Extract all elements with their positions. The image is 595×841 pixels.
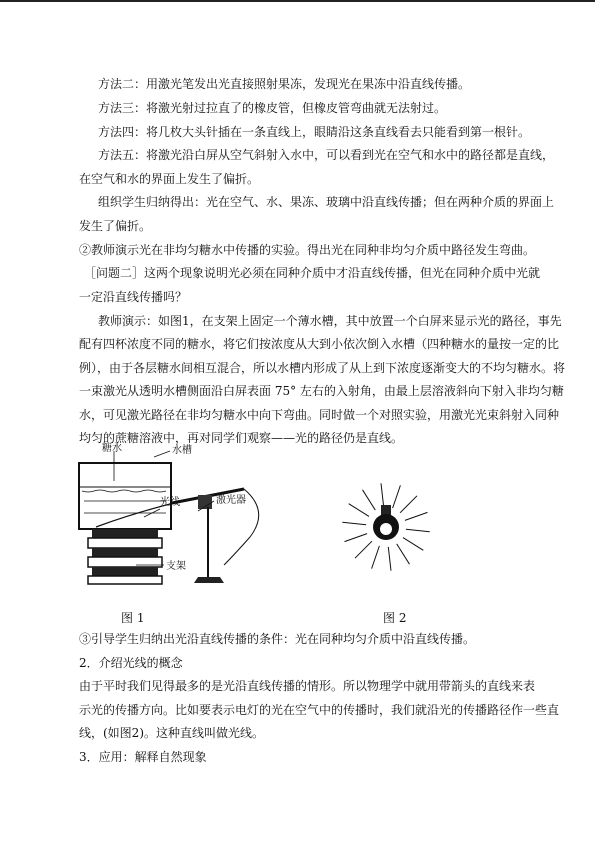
paragraph-line: 均匀的蔗糖溶液中，再对同学们观察——光的路径仍是直线。 bbox=[79, 431, 404, 445]
paragraph-line: 方法三：将激光射过拉直了的橡皮管，但橡皮管弯曲就无法射过。 bbox=[98, 101, 447, 115]
light-ray bbox=[349, 504, 369, 517]
figure-1-caption: 图 1 bbox=[121, 611, 145, 625]
figure-2-caption: 图 2 bbox=[383, 611, 407, 625]
light-ray bbox=[400, 496, 417, 513]
support-block bbox=[88, 557, 162, 567]
paragraph-line: 例），由于各层糖水间相互混合，所以水槽内形成了从上到下浓度逐渐变大的不均匀糖水。将 bbox=[79, 361, 566, 375]
paragraph-line: ②教师演示光在非均匀糖水中传播的实验。得出光在同种非均匀介质中路径发生弯曲。 bbox=[79, 243, 536, 257]
label-support: 支架 bbox=[166, 561, 186, 572]
paragraph-line: 一定沿直线传播吗？ bbox=[79, 290, 188, 304]
leader-line bbox=[154, 451, 170, 457]
light-ray bbox=[397, 544, 410, 564]
light-ray bbox=[403, 538, 423, 551]
paragraph-line: 由于平时我们见得最多的是光沿直线传播的情形。所以物理学中就用带箭头的直线来表 bbox=[79, 679, 536, 693]
light-ray bbox=[372, 546, 380, 569]
label-water-tank: 水槽 bbox=[172, 445, 192, 456]
water-ripple bbox=[82, 490, 166, 492]
paragraph-line: 3．应用：解释自然现象 bbox=[79, 750, 207, 764]
label-sugar-water: 糖水 bbox=[102, 443, 122, 454]
tank-outline bbox=[79, 463, 171, 529]
paragraph-line: ③引导学生归纳出光沿直线传播的条件：光在同种均匀介质中沿直线传播。 bbox=[79, 632, 476, 646]
light-ray bbox=[363, 490, 376, 510]
support-block bbox=[92, 548, 158, 557]
light-ray bbox=[355, 541, 372, 558]
paragraph-line: 2．介绍光线的概念 bbox=[79, 656, 183, 670]
paragraph-line: 配有四杯浓度不同的糖水，将它们按浓度从大到小依次倒入水槽（四种糖水的量按一定的比 bbox=[79, 337, 560, 351]
paragraph-line: 水，可见激光路径在非均匀糖水中向下弯曲。同时做一个对照实验，用激光光束斜射入同种 bbox=[79, 408, 560, 422]
light-ray bbox=[393, 485, 401, 508]
support-block bbox=[92, 529, 158, 538]
light-ray bbox=[388, 547, 391, 571]
label-laser: 激光器 bbox=[216, 495, 246, 506]
paragraph-line: 在空气和水的界面上发生了偏折。 bbox=[79, 172, 260, 186]
bulb-base bbox=[381, 505, 391, 515]
figure-1-tank-apparatus bbox=[74, 441, 270, 597]
light-ray bbox=[345, 534, 368, 542]
light-ray bbox=[381, 483, 384, 507]
label-light-line: 光线 bbox=[160, 497, 180, 508]
paragraph-line: 方法四：将几枚大头针插在一条直线上，眼睛沿这条直线看去只能看到第一根针。 bbox=[98, 125, 531, 139]
paragraph-line: 方法五：将激光沿白屏从空气斜射入水中，可以看到光在空气和水中的路径都是直线， bbox=[98, 148, 555, 162]
support-block bbox=[88, 576, 162, 584]
light-ray bbox=[342, 522, 366, 525]
bulb-filament bbox=[380, 523, 392, 535]
paragraph-line: 方法二：用激光笔发出光直接照射果冻，发现光在果冻中沿直线传播。 bbox=[98, 77, 471, 91]
light-ray bbox=[406, 529, 430, 532]
support-block bbox=[92, 567, 158, 576]
support-block bbox=[88, 538, 162, 548]
paragraph-line: 组织学生归纳得出：光在空气、水、果冻、玻璃中沿直线传播；但在两种介质的界面上 bbox=[98, 195, 555, 209]
stand-base bbox=[194, 577, 224, 583]
light-ray bbox=[405, 512, 428, 520]
paragraph-line: 发生了偏折。 bbox=[79, 219, 152, 233]
paragraph-line: 线，(如图2)。这种直线叫做光线。 bbox=[79, 726, 264, 740]
paragraph-line: ［问题二］这两个现象说明光必须在同种介质中才沿直线传播，但光在同种介质中光就 bbox=[84, 266, 541, 280]
paragraph-line: 示光的传播方向。比如要表示电灯的光在空气中的传播时，我们就沿光的传播路径作一些直 bbox=[79, 703, 560, 717]
paragraph-line: 教师演示：如图1，在支架上固定一个薄水槽，其中放置一个白屏来显示光的路径，事先 bbox=[98, 314, 562, 328]
figure-2-lamp-rays bbox=[328, 477, 445, 573]
paragraph-line: 一束激光从透明水槽侧面沿白屏表面 75° 左右的入射角，由最上层溶液斜向下射入非均匀糖 bbox=[79, 384, 564, 398]
